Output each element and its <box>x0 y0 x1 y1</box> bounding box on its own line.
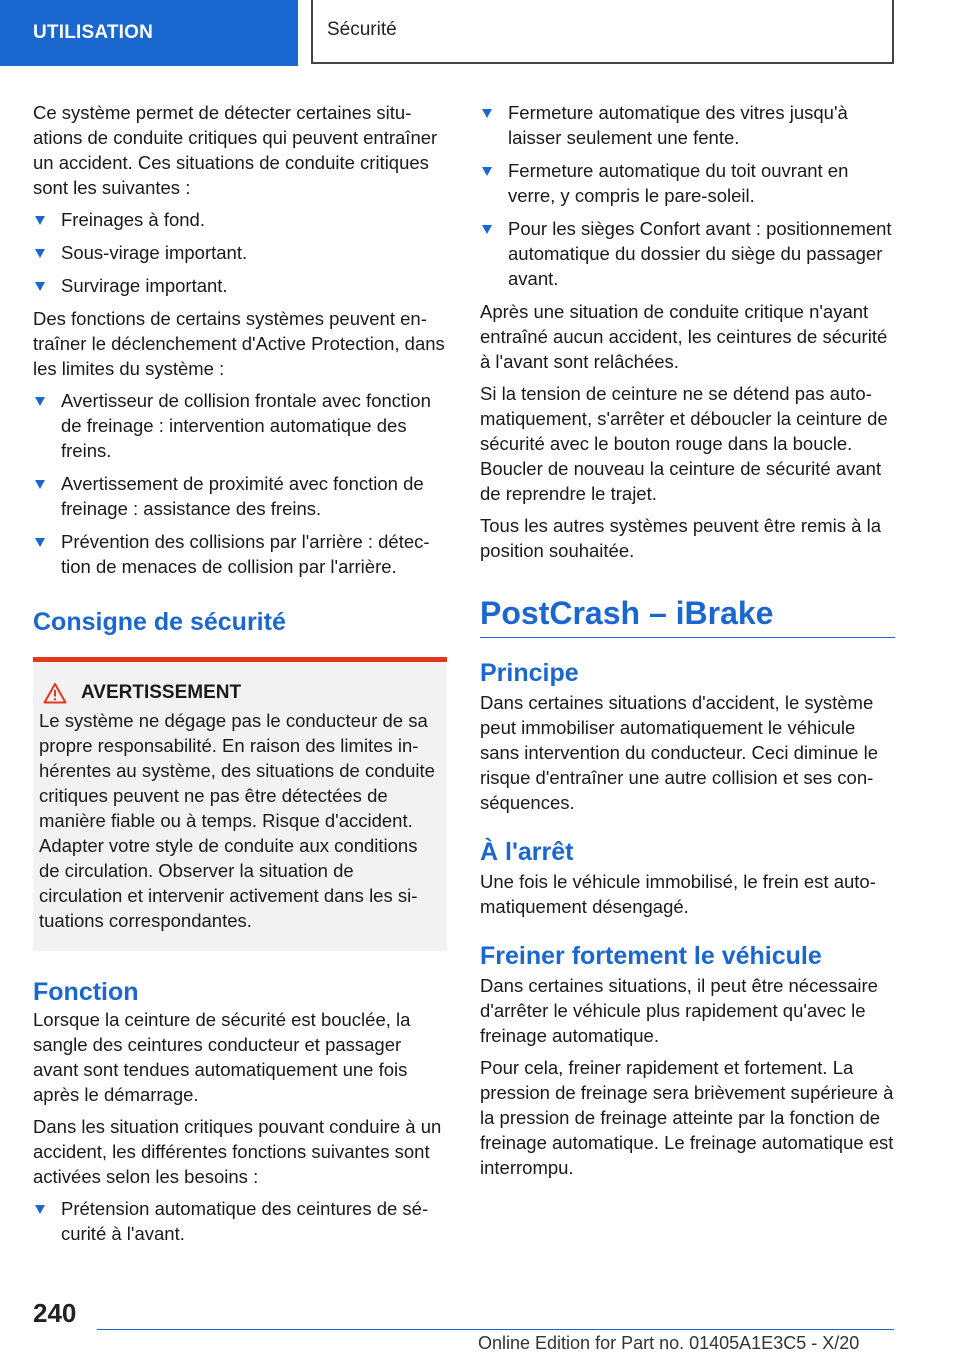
left-column <box>33 100 447 1254</box>
list-item-text: Pour les sièges Confort avant : positionnement automatique du dossier du siège du passager avant. <box>508 218 892 289</box>
page-number: 240 <box>33 1298 77 1328</box>
list-item-text: Prévention des collisions par l'arrière : détection de menaces de collision par l'arrière. <box>61 531 430 577</box>
triangle-bullet-icon <box>35 216 45 225</box>
warning-title <box>39 682 439 704</box>
list-item <box>33 388 447 463</box>
function-paragraph-2: Dans les situation critiques pouvant conduire à un accident, les différentes fonctions suivantes sont activées selon les besoins : <box>33 1116 442 1187</box>
list-item-text: Prétension automatique des ceintures de sécurité à l'avant. <box>61 1198 429 1244</box>
chapter-tab <box>0 0 298 66</box>
list-item <box>33 273 447 298</box>
warning-text: Le système ne dégage pas le conducteur de sa propre responsabilité. En raison des limites inhérentes au système, des situations de conduite critiques peuvent ne pas être détectées de manière fiable ou à temps. Risque d'accident. Adapter votre style de conduite aux conditions de circulation. Observer la situation de circulation et intervenir activement dans les situations correspondantes. <box>39 710 435 931</box>
chapter-title: UTILISATION <box>33 22 154 43</box>
other-systems-paragraph: Tous les autres systèmes peuvent être remis à la position souhaitée. <box>480 515 882 561</box>
list-item-text: Freinages à fond. <box>61 209 205 230</box>
triangle-bullet-icon <box>35 480 45 489</box>
freiner-paragraph-2: Pour cela, freiner rapidement et fortement. La pression de freinage sera brièvement supérieure à la pression de freinage atteinte par la fonction de freinage automatique. Le freinage automatique est interrompu. <box>480 1057 894 1178</box>
principe-text: Dans certaines situations d'accident, le système peut immobiliser automatiquement le véhicule sans intervention du conducteur. Ceci diminue le risque d'entraîner une autre collision et ses conséquences. <box>480 692 878 813</box>
list-item <box>480 216 895 291</box>
warning-box <box>33 657 447 951</box>
triangle-bullet-icon <box>35 282 45 291</box>
footer-rule <box>97 1329 894 1330</box>
freiner-heading: Freiner fortement le véhicule <box>480 942 822 970</box>
triangle-bullet-icon <box>35 249 45 258</box>
triangle-bullet-icon <box>482 225 492 234</box>
list-item-text: Sous-virage important. <box>61 242 248 263</box>
function-heading: Fonction <box>33 978 139 1006</box>
safety-heading: Consigne de sécurité <box>33 608 286 636</box>
actions-list <box>33 1196 447 1246</box>
list-item <box>480 100 895 150</box>
list-item <box>33 1196 447 1246</box>
after-situation-paragraph: Après une situation de conduite critique n'ayant entraîné aucun accident, les ceintures de sécurité à l'avant sont relâchées. <box>480 301 888 372</box>
footer-edition: Online Edition for Part no. 01405A1E3C5 - X/20 <box>478 1333 860 1353</box>
actions-list-continued <box>480 100 895 291</box>
triangle-bullet-icon <box>35 538 45 547</box>
list-item <box>33 207 447 232</box>
triangle-bullet-icon <box>35 1205 45 1214</box>
list-item-text: Fermeture automatique du toit ouvrant en verre, y compris le pare-soleil. <box>508 160 849 206</box>
list-item-text: Avertissement de proximité avec fonction de freinage : assistance des freins. <box>61 473 424 519</box>
heading-rule <box>480 637 895 638</box>
warning-triangle-icon <box>43 682 67 704</box>
triangle-bullet-icon <box>35 397 45 406</box>
functions-intro: Des fonctions de certains systèmes peuvent entraîner le déclenchement d'Active Protection, dans les limites du système : <box>33 308 445 379</box>
list-item <box>33 471 447 521</box>
list-item-text: Fermeture automatique des vitres jusqu'à laisser seulement une fente. <box>508 102 848 148</box>
section-header <box>311 0 894 64</box>
triangle-bullet-icon <box>482 109 492 118</box>
list-item <box>33 529 447 579</box>
belt-tension-paragraph: Si la tension de ceinture ne se détend pas automatiquement, s'arrêter et déboucler la ceinture de sécurité avec le bouton rouge dans la boucle. Boucler de nouveau la ceinture de sécurité avant de reprendre le trajet. <box>480 383 888 504</box>
postcrash-heading: PostCrash – iBrake <box>480 595 774 631</box>
freiner-paragraph-1: Dans certaines situations, il peut être nécessaire d'arrêter le véhicule plus rapidement qu'avec le freinage automatique. <box>480 975 878 1046</box>
list-item-text: Survirage important. <box>61 275 228 296</box>
list-item <box>480 158 895 208</box>
section-title: Sécurité <box>327 19 397 40</box>
function-paragraph-1: Lorsque la ceinture de sécurité est bouclée, la sangle des ceintures conducteur et passager avant sont tendues automatiquement une fois après le démarrage. <box>33 1009 411 1105</box>
situations-list <box>33 207 447 298</box>
warning-title-text: AVERTISSEMENT <box>81 682 242 703</box>
arret-text: Une fois le véhicule immobilisé, le frein est automatiquement désengagé. <box>480 871 876 917</box>
functions-list <box>33 388 447 579</box>
right-column <box>480 100 895 1187</box>
triangle-bullet-icon <box>482 167 492 176</box>
list-item <box>33 240 447 265</box>
arret-heading: À l'arrêt <box>480 838 574 866</box>
intro-paragraph: Ce système permet de détecter certaines situations de conduite critiques qui peuvent entraîner un accident. Ces situations de conduite critiques sont les suivantes : <box>33 102 438 198</box>
list-item-text: Avertisseur de collision frontale avec fonction de freinage : intervention automatique des freins. <box>61 390 431 461</box>
principe-heading: Principe <box>480 659 579 687</box>
